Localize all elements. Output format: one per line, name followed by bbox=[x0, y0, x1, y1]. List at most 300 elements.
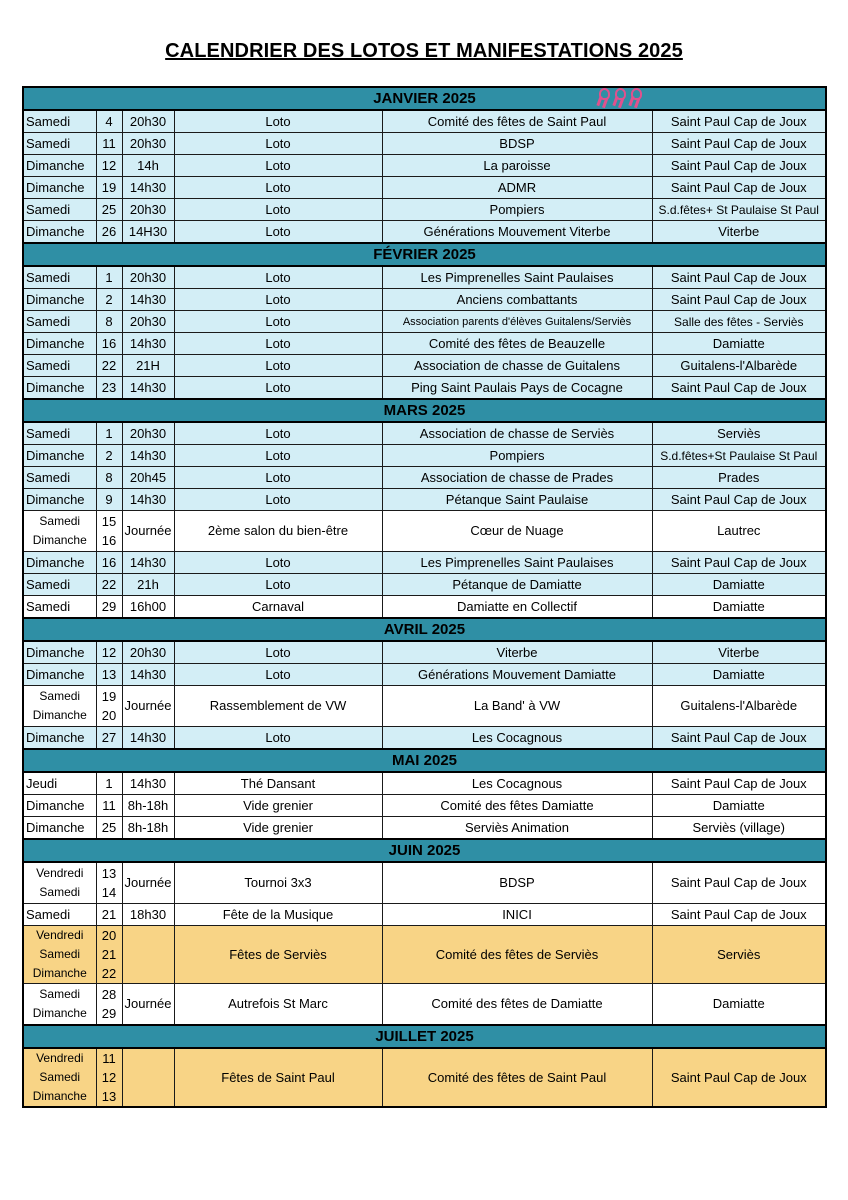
date-number: 21 bbox=[101, 906, 117, 922]
organizer-cell: Les Pimprenelles Saint Paulaises bbox=[382, 552, 652, 574]
event-cell: Fête de la Musique bbox=[174, 904, 382, 926]
date-number: 20 bbox=[101, 708, 117, 723]
event-row bbox=[23, 289, 826, 311]
day-name: Dimanche bbox=[26, 179, 85, 195]
day-cell bbox=[23, 355, 96, 377]
date-number: 22 bbox=[101, 966, 117, 981]
time-cell: 20h30 bbox=[122, 311, 174, 333]
event-cell: Loto bbox=[174, 221, 382, 244]
day-cell bbox=[23, 664, 96, 686]
time-cell: 8h-18h bbox=[122, 795, 174, 817]
date-number: 19 bbox=[101, 689, 117, 704]
location-cell: Saint Paul Cap de Joux bbox=[652, 289, 826, 311]
date-number-cell bbox=[96, 596, 122, 619]
time-cell: 20h30 bbox=[122, 133, 174, 155]
time-cell: 14h30 bbox=[122, 289, 174, 311]
day-name: Dimanche bbox=[26, 819, 85, 835]
time-cell: 20h30 bbox=[122, 266, 174, 289]
time-cell: 20h30 bbox=[122, 110, 174, 133]
day-cell bbox=[23, 727, 96, 750]
event-cell: Loto bbox=[174, 641, 382, 664]
event-cell: Loto bbox=[174, 467, 382, 489]
organizer-cell: Comité des fêtes de Serviès bbox=[382, 926, 652, 984]
location-cell: Lautrec bbox=[652, 511, 826, 552]
event-cell: Loto bbox=[174, 289, 382, 311]
organizer-cell: ADMR bbox=[382, 177, 652, 199]
event-row bbox=[23, 511, 826, 552]
date-number: 12 bbox=[101, 644, 117, 660]
date-number-cell bbox=[96, 221, 122, 244]
date-number: 25 bbox=[101, 201, 117, 217]
time-cell: Journée bbox=[122, 511, 174, 552]
day-name: Dimanche bbox=[26, 447, 85, 463]
organizer-cell: Association de chasse de Guitalens bbox=[382, 355, 652, 377]
location-cell: Serviès (village) bbox=[652, 817, 826, 840]
event-row bbox=[23, 377, 826, 400]
event-row bbox=[23, 333, 826, 355]
day-cell bbox=[23, 199, 96, 221]
organizer-cell: Comité des fêtes Damiatte bbox=[382, 795, 652, 817]
day-cell bbox=[23, 289, 96, 311]
organizer-cell: Pompiers bbox=[382, 199, 652, 221]
date-number: 13 bbox=[101, 666, 117, 682]
location-cell: Saint Paul Cap de Joux bbox=[652, 266, 826, 289]
date-number-cell bbox=[96, 333, 122, 355]
location-cell: Damiatte bbox=[652, 596, 826, 619]
month-title: MARS 2025 bbox=[383, 401, 466, 419]
day-cell bbox=[23, 984, 96, 1026]
date-number-cell bbox=[96, 355, 122, 377]
month-title: MAI 2025 bbox=[391, 751, 458, 769]
day-name: Samedi bbox=[26, 201, 71, 217]
day-cell bbox=[23, 489, 96, 511]
event-cell: Loto bbox=[174, 552, 382, 574]
date-number-cell bbox=[96, 467, 122, 489]
location-cell: Saint Paul Cap de Joux bbox=[652, 177, 826, 199]
location-cell: Damiatte bbox=[652, 795, 826, 817]
event-row bbox=[23, 266, 826, 289]
month-header-row bbox=[23, 618, 826, 641]
location-cell: Saint Paul Cap de Joux bbox=[652, 904, 826, 926]
date-number: 19 bbox=[101, 179, 117, 195]
day-cell bbox=[23, 511, 96, 552]
time-cell: Journée bbox=[122, 862, 174, 904]
date-number-cell bbox=[96, 664, 122, 686]
time-cell: 14H30 bbox=[122, 221, 174, 244]
time-cell: 21H bbox=[122, 355, 174, 377]
date-number: 9 bbox=[105, 491, 113, 507]
date-number-cell bbox=[96, 727, 122, 750]
date-number: 11 bbox=[102, 797, 116, 813]
date-number-cell bbox=[96, 289, 122, 311]
day-name: Samedi bbox=[39, 885, 81, 899]
event-cell: Loto bbox=[174, 177, 382, 199]
date-number: 2 bbox=[105, 291, 113, 307]
month-header-row bbox=[23, 243, 826, 266]
organizer-cell: Damiatte en Collectif bbox=[382, 596, 652, 619]
organizer-cell: Ping Saint Paulais Pays de Cocagne bbox=[382, 377, 652, 400]
day-cell bbox=[23, 552, 96, 574]
location-cell: Salle des fêtes - Serviès bbox=[652, 311, 826, 333]
date-number: 27 bbox=[101, 729, 117, 745]
time-cell: 20h30 bbox=[122, 422, 174, 445]
day-name: Jeudi bbox=[26, 775, 58, 791]
month-header bbox=[23, 399, 826, 422]
event-row bbox=[23, 795, 826, 817]
time-cell bbox=[122, 926, 174, 984]
time-cell: 14h30 bbox=[122, 445, 174, 467]
event-cell: 2ème salon du bien-être bbox=[174, 511, 382, 552]
date-number-cell bbox=[96, 489, 122, 511]
event-cell: Tournoi 3x3 bbox=[174, 862, 382, 904]
day-name: Vendredi bbox=[36, 928, 84, 942]
location-cell: Serviès bbox=[652, 422, 826, 445]
time-cell: 21h bbox=[122, 574, 174, 596]
date-number-cell bbox=[96, 1048, 122, 1107]
day-cell bbox=[23, 445, 96, 467]
event-row bbox=[23, 686, 826, 727]
event-cell: Vide grenier bbox=[174, 817, 382, 840]
organizer-cell: La Band' à VW bbox=[382, 686, 652, 727]
date-number: 12 bbox=[101, 1070, 117, 1085]
event-row bbox=[23, 904, 826, 926]
event-cell: Fêtes de Serviès bbox=[174, 926, 382, 984]
event-cell: Loto bbox=[174, 727, 382, 750]
day-cell bbox=[23, 1048, 96, 1107]
event-cell: Loto bbox=[174, 155, 382, 177]
day-cell bbox=[23, 333, 96, 355]
day-cell bbox=[23, 772, 96, 795]
location-cell: Damiatte bbox=[652, 333, 826, 355]
event-row bbox=[23, 664, 826, 686]
event-cell: Loto bbox=[174, 110, 382, 133]
time-cell: 20h30 bbox=[122, 199, 174, 221]
event-row bbox=[23, 355, 826, 377]
event-cell: Loto bbox=[174, 574, 382, 596]
day-cell bbox=[23, 266, 96, 289]
event-row bbox=[23, 177, 826, 199]
date-number-cell bbox=[96, 926, 122, 984]
location-cell: Saint Paul Cap de Joux bbox=[652, 1048, 826, 1107]
day-name: Samedi bbox=[26, 469, 71, 485]
day-name: Samedi bbox=[26, 598, 71, 614]
day-name: Vendredi bbox=[36, 1051, 84, 1065]
location-cell: Damiatte bbox=[652, 984, 826, 1026]
time-cell: 20h45 bbox=[122, 467, 174, 489]
date-number: 29 bbox=[101, 1006, 117, 1021]
location-cell: Saint Paul Cap de Joux bbox=[652, 155, 826, 177]
event-cell: Loto bbox=[174, 377, 382, 400]
day-name: Dimanche bbox=[26, 291, 85, 307]
date-number-cell bbox=[96, 155, 122, 177]
time-cell: 14h30 bbox=[122, 333, 174, 355]
location-cell: Viterbe bbox=[652, 641, 826, 664]
event-cell: Loto bbox=[174, 422, 382, 445]
date-number: 4 bbox=[105, 113, 113, 129]
day-cell bbox=[23, 795, 96, 817]
location-cell: Guitalens-l'Albarède bbox=[652, 686, 826, 727]
day-name: Dimanche bbox=[26, 157, 85, 173]
event-row bbox=[23, 199, 826, 221]
date-number-cell bbox=[96, 266, 122, 289]
event-row bbox=[23, 552, 826, 574]
time-cell: Journée bbox=[122, 686, 174, 727]
day-name: Dimanche bbox=[32, 966, 87, 980]
day-name: Samedi bbox=[26, 576, 71, 592]
date-number: 22 bbox=[101, 576, 117, 592]
date-number: 15 bbox=[101, 514, 117, 529]
organizer-cell: Association de chasse de Serviès bbox=[382, 422, 652, 445]
date-number: 1 bbox=[105, 775, 113, 791]
location-cell: Viterbe bbox=[652, 221, 826, 244]
day-name: Samedi bbox=[26, 269, 71, 285]
event-cell: Autrefois St Marc bbox=[174, 984, 382, 1026]
event-row bbox=[23, 862, 826, 904]
event-cell: Loto bbox=[174, 355, 382, 377]
day-cell bbox=[23, 155, 96, 177]
day-name: Dimanche bbox=[26, 644, 85, 660]
day-cell bbox=[23, 686, 96, 727]
location-cell: Serviès bbox=[652, 926, 826, 984]
month-header bbox=[23, 749, 826, 772]
day-name: Dimanche bbox=[32, 1089, 87, 1103]
page-title: CALENDRIER DES LOTOS ET MANIFESTATIONS 2025 bbox=[165, 40, 683, 62]
day-cell bbox=[23, 422, 96, 445]
date-number: 21 bbox=[101, 947, 117, 962]
month-header-row bbox=[23, 399, 826, 422]
event-row bbox=[23, 489, 826, 511]
month-title: JUILLET 2025 bbox=[375, 1027, 474, 1045]
event-row bbox=[23, 133, 826, 155]
month-header-row bbox=[23, 749, 826, 772]
day-name: Dimanche bbox=[26, 797, 85, 813]
time-cell: 16h00 bbox=[122, 596, 174, 619]
date-number: 25 bbox=[101, 819, 117, 835]
location-cell: Saint Paul Cap de Joux bbox=[652, 552, 826, 574]
location-cell: Saint Paul Cap de Joux bbox=[652, 862, 826, 904]
day-name: Dimanche bbox=[26, 335, 85, 351]
organizer-cell: Les Pimprenelles Saint Paulaises bbox=[382, 266, 652, 289]
day-cell bbox=[23, 926, 96, 984]
time-cell: 14h30 bbox=[122, 727, 174, 750]
date-number-cell bbox=[96, 377, 122, 400]
organizer-cell: Comité des fêtes de Damiatte bbox=[382, 984, 652, 1026]
month-header bbox=[23, 1025, 826, 1048]
event-cell: Loto bbox=[174, 133, 382, 155]
date-number: 1 bbox=[105, 425, 113, 441]
event-cell: Loto bbox=[174, 199, 382, 221]
pink-ribbon-icon bbox=[629, 88, 639, 106]
month-title: JUIN 2025 bbox=[388, 841, 461, 859]
location-cell: Saint Paul Cap de Joux bbox=[652, 489, 826, 511]
event-cell: Carnaval bbox=[174, 596, 382, 619]
date-number: 20 bbox=[101, 928, 117, 943]
organizer-cell: Les Cocagnous bbox=[382, 727, 652, 750]
location-cell: Prades bbox=[652, 467, 826, 489]
month-header-row bbox=[23, 87, 826, 110]
location-cell: Saint Paul Cap de Joux bbox=[652, 377, 826, 400]
date-number-cell bbox=[96, 862, 122, 904]
time-cell: 14h30 bbox=[122, 489, 174, 511]
day-name: Samedi bbox=[39, 514, 81, 528]
day-cell bbox=[23, 574, 96, 596]
event-row bbox=[23, 926, 826, 984]
day-name: Samedi bbox=[26, 906, 71, 922]
month-header bbox=[23, 839, 826, 862]
date-number: 23 bbox=[101, 379, 117, 395]
event-row bbox=[23, 574, 826, 596]
date-number: 8 bbox=[105, 313, 113, 329]
date-number-cell bbox=[96, 511, 122, 552]
organizer-cell: Comité des fêtes de Beauzelle bbox=[382, 333, 652, 355]
location-cell: Damiatte bbox=[652, 574, 826, 596]
location-cell: Guitalens-l'Albarède bbox=[652, 355, 826, 377]
organizer-cell: BDSP bbox=[382, 862, 652, 904]
event-row bbox=[23, 817, 826, 840]
date-number: 12 bbox=[101, 157, 117, 173]
pink-ribbon-icon bbox=[597, 88, 607, 106]
event-cell: Loto bbox=[174, 664, 382, 686]
organizer-cell: Viterbe bbox=[382, 641, 652, 664]
month-title: FÉVRIER 2025 bbox=[373, 245, 476, 263]
day-name: Samedi bbox=[39, 689, 81, 703]
date-number: 16 bbox=[101, 554, 117, 570]
time-cell: Journée bbox=[122, 984, 174, 1026]
day-name: Dimanche bbox=[32, 533, 87, 547]
month-title: AVRIL 2025 bbox=[383, 620, 466, 638]
event-row bbox=[23, 727, 826, 750]
event-row bbox=[23, 772, 826, 795]
month-header-row bbox=[23, 839, 826, 862]
organizer-cell: Générations Mouvement Viterbe bbox=[382, 221, 652, 244]
date-number: 14 bbox=[101, 885, 117, 900]
day-cell bbox=[23, 467, 96, 489]
time-cell: 14h30 bbox=[122, 552, 174, 574]
day-cell bbox=[23, 221, 96, 244]
date-number-cell bbox=[96, 641, 122, 664]
date-number-cell bbox=[96, 311, 122, 333]
event-cell: Loto bbox=[174, 445, 382, 467]
day-cell bbox=[23, 110, 96, 133]
organizer-cell: Anciens combattants bbox=[382, 289, 652, 311]
date-number-cell bbox=[96, 133, 122, 155]
time-cell: 8h-18h bbox=[122, 817, 174, 840]
date-number-cell bbox=[96, 445, 122, 467]
organizer-cell: Pétanque Saint Paulaise bbox=[382, 489, 652, 511]
event-row bbox=[23, 422, 826, 445]
event-cell: Rassemblement de VW bbox=[174, 686, 382, 727]
event-row bbox=[23, 641, 826, 664]
month-header bbox=[23, 618, 826, 641]
event-cell: Loto bbox=[174, 311, 382, 333]
time-cell: 14h30 bbox=[122, 177, 174, 199]
location-cell: Damiatte bbox=[652, 664, 826, 686]
location-cell: Saint Paul Cap de Joux bbox=[652, 110, 826, 133]
day-name: Dimanche bbox=[32, 1006, 87, 1020]
day-cell bbox=[23, 311, 96, 333]
date-number-cell bbox=[96, 422, 122, 445]
organizer-cell: Comité des fêtes de Saint Paul bbox=[382, 1048, 652, 1107]
date-number-cell bbox=[96, 199, 122, 221]
event-cell: Thé Dansant bbox=[174, 772, 382, 795]
date-number: 11 bbox=[102, 135, 116, 151]
day-cell bbox=[23, 817, 96, 840]
event-cell: Loto bbox=[174, 266, 382, 289]
date-number-cell bbox=[96, 177, 122, 199]
day-name: Samedi bbox=[39, 947, 81, 961]
date-number-cell bbox=[96, 110, 122, 133]
date-number-cell bbox=[96, 574, 122, 596]
time-cell: 14h30 bbox=[122, 664, 174, 686]
day-name: Dimanche bbox=[26, 379, 85, 395]
organizer-cell: INICI bbox=[382, 904, 652, 926]
event-row bbox=[23, 155, 826, 177]
date-number-cell bbox=[96, 795, 122, 817]
event-row bbox=[23, 984, 826, 1026]
date-number-cell bbox=[96, 817, 122, 840]
organizer-cell: Les Cocagnous bbox=[382, 772, 652, 795]
calendar-body bbox=[23, 87, 826, 1107]
day-name: Samedi bbox=[39, 987, 81, 1001]
organizer-cell: Association de chasse de Prades bbox=[382, 467, 652, 489]
organizer-cell: BDSP bbox=[382, 133, 652, 155]
month-header bbox=[23, 87, 826, 110]
day-cell bbox=[23, 641, 96, 664]
date-number: 13 bbox=[101, 1089, 117, 1104]
organizer-cell: Cœur de Nuage bbox=[382, 511, 652, 552]
event-cell: Fêtes de Saint Paul bbox=[174, 1048, 382, 1107]
calendar-table bbox=[22, 86, 827, 1108]
event-row bbox=[23, 311, 826, 333]
event-row bbox=[23, 596, 826, 619]
ribbon-group bbox=[591, 88, 639, 110]
organizer-cell: Association parents d'élèves Guitalens/Serviès bbox=[382, 311, 652, 333]
day-cell bbox=[23, 133, 96, 155]
day-name: Vendredi bbox=[36, 866, 84, 880]
date-number: 26 bbox=[101, 223, 117, 239]
day-name: Dimanche bbox=[26, 223, 85, 239]
event-cell: Loto bbox=[174, 333, 382, 355]
date-number-cell bbox=[96, 904, 122, 926]
month-title: JANVIER 2025 bbox=[373, 89, 476, 107]
month-header bbox=[23, 243, 826, 266]
organizer-cell: La paroisse bbox=[382, 155, 652, 177]
date-number-cell bbox=[96, 552, 122, 574]
location-cell: Saint Paul Cap de Joux bbox=[652, 133, 826, 155]
organizer-cell: Pétanque de Damiatte bbox=[382, 574, 652, 596]
time-cell bbox=[122, 1048, 174, 1107]
day-name: Samedi bbox=[26, 135, 71, 151]
day-cell bbox=[23, 904, 96, 926]
organizer-cell: Pompiers bbox=[382, 445, 652, 467]
day-name: Dimanche bbox=[32, 708, 87, 722]
date-number: 16 bbox=[101, 335, 117, 351]
event-row bbox=[23, 221, 826, 244]
day-name: Samedi bbox=[26, 313, 71, 329]
calendar-table-wrapper bbox=[22, 86, 825, 1108]
date-number-cell bbox=[96, 984, 122, 1026]
time-cell: 14h30 bbox=[122, 377, 174, 400]
day-name: Samedi bbox=[26, 425, 71, 441]
date-number: 8 bbox=[105, 469, 113, 485]
day-name: Samedi bbox=[26, 357, 71, 373]
location-cell: S.d.fêtes+St Paulaise St Paul bbox=[652, 445, 826, 467]
time-cell: 20h30 bbox=[122, 641, 174, 664]
date-number: 16 bbox=[101, 533, 117, 548]
day-cell bbox=[23, 377, 96, 400]
day-cell bbox=[23, 862, 96, 904]
event-cell: Vide grenier bbox=[174, 795, 382, 817]
